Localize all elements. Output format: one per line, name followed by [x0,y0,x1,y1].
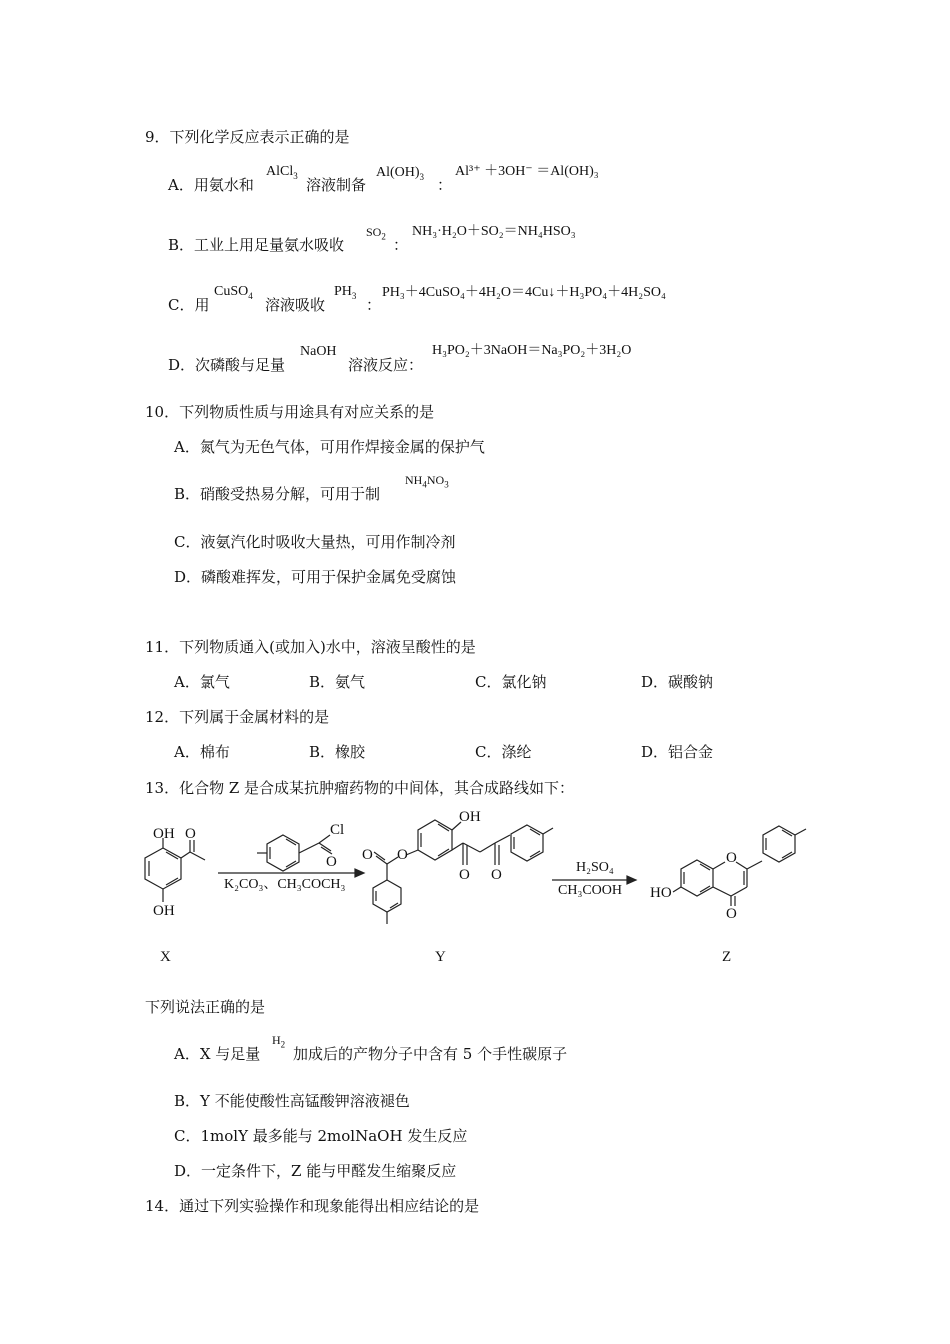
reagent-acyl-chloride [257,835,332,871]
x-oh-top: OH [153,826,175,842]
q13-stem: 13．化合物 Z 是合成某抗肿瘤药物的中间体，其合成路线如下： [145,779,575,797]
q9-option-a: A．用氨水和 [168,176,254,194]
condition-2a: H₂SO₄ [576,860,614,875]
condition-2b: CH₃COOH [558,883,622,898]
q12-option-b: B．橡胶 [309,743,366,761]
q9-a-tail1: 溶液制备 [306,176,367,194]
y-ketone-o2: O [491,867,502,883]
q11-option-b: B．氨气 [309,673,366,691]
x-o: O [185,826,196,842]
formula-naoh: NaOH [300,344,337,359]
reagent-o: O [326,854,337,870]
q9-c-tail2: ： [366,296,382,314]
q12-option-d: D．铝合金 [641,743,714,761]
q11-option-d: D．碳酸钠 [641,673,714,691]
formula-aloh3: $Al(OH)_3$ [376,165,425,182]
q10-option-c: C．液氨汽化时吸收大量热，可用作制冷剂 [174,533,456,551]
q9-option-c: C．用 [168,296,210,314]
z-carbonyl-o: O [726,906,737,922]
z-ho: HO [650,885,672,901]
q9-option-b: B．工业上用足量氨水吸收 [168,236,345,254]
q11-option-a: A．氯气 [174,673,230,691]
q9-b-tail: ： [393,236,409,254]
formula-h2: $H_2$ [272,1033,286,1050]
q14-stem: 14．通过下列实验操作和现象能得出相应结论的是 [145,1197,480,1215]
z-ring-o: O [726,850,737,866]
y-carbonyl-o: O [362,847,373,863]
q12-option-c: C．涤纶 [475,743,532,761]
q9-d-tail: 溶液反应： [348,356,424,374]
condition-1: K₂CO₃、CH₃COCH₃ [224,877,346,892]
formula-ph3: $PH_3$ [334,284,357,301]
q12-option-a: A．棉布 [174,743,230,761]
label-x: X [160,949,171,965]
q9-a-equation: Al³⁺ ＋3OH⁻ ＝Al(OH)₃ [455,164,599,179]
q10-option-a: A．氮气为无色气体，可用作焊接金属的保护气 [174,438,485,456]
formula-cuso4: CuSO$_4$ [214,284,253,301]
q10-option-d: D．磷酸难挥发，可用于保护金属免受腐蚀 [174,568,457,586]
x-oh-bottom: OH [153,903,175,919]
q9-a-tail2: ： [437,176,453,194]
q9-stem: 9．下列化学反应表示正确的是 [145,128,350,146]
y-oh: OH [459,809,481,825]
molecule-x [145,838,205,902]
q13-intro: 下列说法正确的是 [145,998,266,1016]
q10-option-b: B．硝酸受热易分解，可用于制 [174,485,381,503]
q13-option-c: C．1molY 最多能与 2molNaOH 发生反应 [174,1127,468,1145]
q12-stem: 12．下列属于金属材料的是 [145,708,330,726]
q13-option-a: A．X 与足量 [174,1045,261,1063]
formula-nh4no3: $NH_4NO_3$ [405,473,449,490]
y-ketone-o1: O [459,867,470,883]
molecule-z [673,826,806,906]
q13-option-d: D．一定条件下，Z 能与甲醛发生缩聚反应 [174,1162,457,1180]
formula-alcl3: AlCl$_3$ [266,164,298,181]
reagent-cl: Cl [330,822,345,838]
y-ester-o: O [397,847,408,863]
label-z: Z [722,949,732,965]
q11-option-c: C．氯化钠 [475,673,547,691]
q10-stem: 10．下列物质性质与用途具有对应关系的是 [145,403,435,421]
formula-so2: $SO_2$ [366,225,386,242]
label-y: Y [435,949,446,965]
q11-stem: 11．下列物质通入(或加入)水中，溶液呈酸性的是 [145,638,476,656]
q9-d-equation: H₃PO₂＋3NaOH＝Na₃PO₂＋3H₂O [432,343,632,358]
q9-b-equation: NH₃·H₂O＋SO₂＝NH₄HSO₃ [412,224,576,239]
q13-a-tail: 加成后的产物分子中含有 5 个手性碳原子 [293,1045,568,1063]
q13-option-b: B．Y 不能使酸性高锰酸钾溶液褪色 [174,1092,410,1110]
q9-c-tail1: 溶液吸收 [265,296,326,314]
q9-c-equation: PH₃＋4CuSO₄＋4H₂O＝4Cu↓＋H₃PO₄＋4H₂SO₄ [382,285,666,300]
q9-option-d: D．次磷酸与足量 [168,356,286,374]
